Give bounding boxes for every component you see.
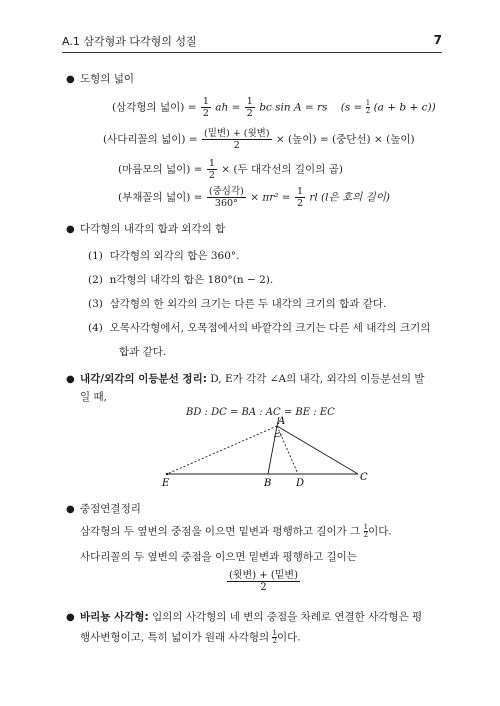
item-text: 오목사각형에서, 오목점에서의 바깥각의 크기는 다른 세 내각의 크기의	[109, 322, 431, 334]
bisector-ratio-formula: BD : DC = BA : AC = BE : EC	[186, 407, 335, 418]
bullet-icon: ●	[66, 504, 75, 515]
bisector-line1-rest: D, E가 각각 ∠A의 내각, 외각의 이등분선의 발	[210, 373, 425, 385]
fraction-denominator: 2	[233, 140, 240, 151]
varignon-line1	[80, 610, 422, 624]
rhombus-area-formula	[118, 158, 343, 181]
point-e	[166, 473, 168, 475]
fraction-denominator: 2	[365, 107, 371, 115]
midpoint-line1	[80, 524, 392, 539]
semiperimeter-def-post: (a + b + c))	[373, 101, 436, 114]
formula-term: ah =	[215, 101, 241, 114]
fraction-denominator: 2	[363, 531, 369, 539]
sector-label: (부채꼴의 넓이)	[118, 191, 191, 204]
formula-term: bc sin A = rs	[259, 101, 328, 114]
list-item	[88, 272, 273, 287]
formula-rest: × (두 대각선의 길이의 곱)	[221, 163, 343, 176]
fraction-numerator: 1	[363, 523, 369, 531]
triangle-label: (삼각형의 넓이)	[112, 101, 185, 114]
internal-bisector	[277, 426, 298, 474]
equals-sign: =	[187, 101, 197, 114]
semiperimeter-def: (s =	[340, 101, 363, 114]
fraction-numerator: 1	[365, 99, 371, 107]
midpoint-line2: 사다리꼴의 두 옆변의 중점을 이으면 밑변과 평행하고 길이는	[80, 551, 357, 563]
formula-term: × πr² =	[250, 191, 291, 204]
fraction	[227, 570, 300, 593]
midpoint-line1-text: 삼각형의 두 옆변의 중점을 이으면 밑변과 평행하고 길이가 그	[80, 525, 361, 538]
trapezoid-area-formula	[103, 128, 415, 151]
fraction-denominator: 2	[208, 170, 215, 181]
item-number: (2)	[88, 274, 103, 286]
label-a: A	[278, 416, 286, 427]
area-title: 도형의 넓이	[80, 73, 135, 85]
fraction-denominator: 2	[246, 108, 253, 119]
varignon-line2	[80, 630, 301, 645]
label-c: C	[360, 472, 368, 483]
running-header	[62, 33, 442, 49]
varignon-line2-post: 이다.	[276, 631, 301, 644]
bisector-line1	[80, 372, 425, 386]
bullet-icon: ●	[66, 612, 75, 623]
item-text: n각형의 내각의 합은 180°(n − 2).	[109, 274, 274, 286]
formula-rest: rl (l은 호의 길이)	[309, 191, 390, 204]
midpoint-title: 중점연결정리	[80, 503, 141, 515]
fraction	[207, 186, 246, 209]
fraction	[202, 128, 272, 151]
polygon-title: 다각형의 내각의 합과 외각의 합	[80, 223, 226, 235]
fraction-denominator: 2	[296, 198, 303, 209]
trapezoid-label: (사다리꼴의 넓이)	[103, 133, 186, 146]
midsegment-formula	[226, 570, 301, 593]
item-number: (1)	[88, 250, 103, 262]
label-b: B	[264, 478, 272, 489]
label-e: E	[162, 478, 170, 489]
equals-sign: =	[193, 191, 203, 204]
fraction-denominator: 2	[260, 582, 267, 593]
header-rule	[62, 52, 442, 53]
list-item	[88, 248, 240, 263]
sector-area-formula	[118, 186, 390, 209]
external-bisector	[167, 426, 277, 474]
bullet-icon: ●	[66, 374, 75, 385]
rhombus-label: (마름모의 넓이)	[118, 163, 191, 176]
small-fraction	[366, 100, 370, 115]
bisector-line2: 일 때,	[80, 391, 107, 403]
fraction-numerator: 1	[296, 186, 303, 197]
list-item	[88, 320, 430, 335]
fraction	[201, 96, 211, 119]
fraction-numerator: 1	[272, 629, 277, 637]
label-d: D	[296, 478, 305, 489]
equals-sign: =	[193, 163, 203, 176]
fraction-numerator: 1	[202, 96, 209, 107]
fraction	[295, 186, 305, 209]
section-title: A.1 삼각형과 다각형의 성질	[62, 35, 197, 48]
fraction-numerator: 1	[246, 96, 253, 107]
fraction-numerator: (윗변) + (밑변)	[229, 570, 298, 581]
midpoint-line1-post: 이다.	[368, 525, 392, 538]
page-number: 7	[433, 33, 442, 47]
fraction-denominator: 2	[202, 108, 209, 119]
fraction-numerator: (중심각)	[208, 186, 244, 197]
equals-sign: =	[188, 133, 198, 146]
bisector-title: 내각/외각의 이등분선 정리:	[80, 373, 207, 385]
triangle-area-formula	[112, 96, 436, 119]
varignon-line2-text: 행사변형이고, 특히 넓이가 원래 사각형의	[80, 631, 270, 644]
formula-rest: × (높이) = (중단선) × (높이)	[275, 133, 415, 146]
item-number: (4)	[88, 322, 103, 334]
list-item-continued: 합과 같다.	[119, 346, 167, 358]
fraction	[207, 158, 217, 181]
list-item	[88, 296, 386, 311]
fraction-numerator: (밑변) + (윗변)	[204, 128, 270, 139]
fraction-numerator: 1	[208, 158, 215, 169]
item-text: 다각형의 외각의 합은 360°.	[109, 250, 240, 262]
item-number: (3)	[88, 298, 103, 310]
fraction-denominator: 360°	[214, 198, 238, 209]
varignon-title: 바리뇽 사각형:	[80, 611, 149, 623]
fraction	[245, 96, 255, 119]
bullet-icon: ●	[66, 224, 75, 235]
varignon-line1-rest: 임의의 사각형의 네 변의 중점을 차례로 연결한 사각형은 평	[152, 611, 423, 623]
side-ac	[277, 426, 358, 474]
bisector-diagram	[150, 416, 380, 492]
fraction-denominator: 2	[272, 637, 277, 645]
bullet-icon: ●	[66, 74, 75, 85]
item-text: 삼각형의 한 외각의 크기는 다른 두 내각의 크기의 합과 같다.	[109, 298, 387, 310]
